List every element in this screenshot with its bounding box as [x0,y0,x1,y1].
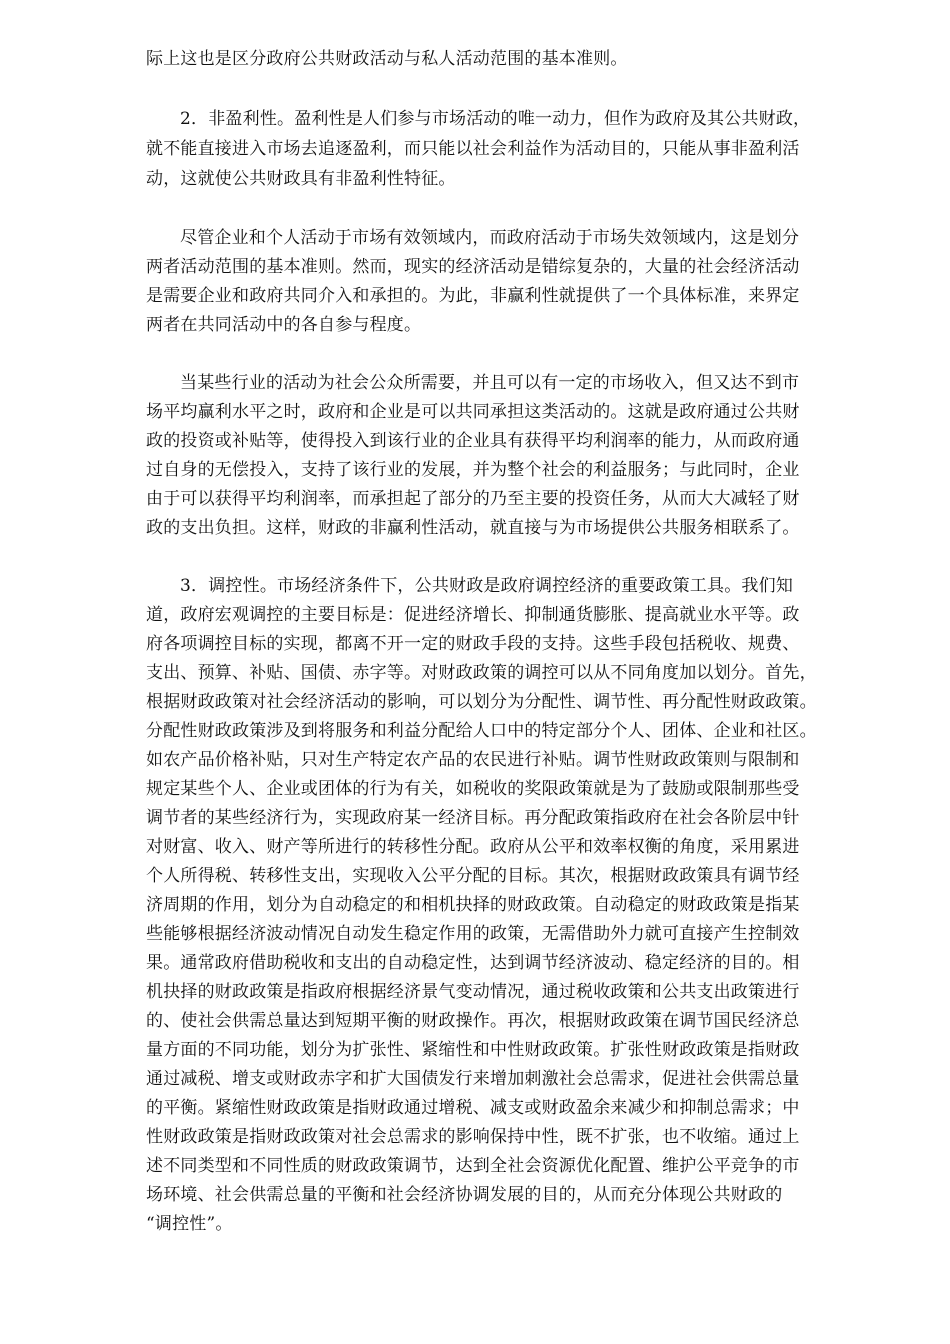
paragraph-line: 调节者的某些经济行为，实现政府某一经济目标。再分配政策指政府在社会各阶层中针 [146,808,800,828]
paragraph-line: 机抉择的财政政策是指政府根据经济景气变动情况，通过税收政策和公共支出政策进行 [146,982,800,1002]
paragraph-line: 如农产品价格补贴，只对生产特定农产品的农民进行补贴。调节性财政政策则与限制和 [146,750,800,770]
paragraph-line: 政的投资或补贴等，使得投入到该行业的企业具有获得平均利润率的能力，从而政府通 [146,431,800,451]
paragraph-line: 性财政政策是指财政政策对社会总需求的影响保持中性，既不扩张，也不收缩。通过上 [146,1127,800,1147]
paragraph-line: 动，这就使公共财政具有非盈利性特征。 [146,169,456,189]
paragraph-line: 通过减税、增支或财政赤字和扩大国债发行来增加刺激社会总需求，促进社会供需总量 [146,1069,800,1089]
paragraph-line: 对财富、收入、财产等所进行的转移性分配。政府从公平和效率权衡的角度，采用累进 [146,837,800,857]
paragraph-line: 述不同类型和不同性质的财政政策调节，达到全社会资源优化配置、维护公平竞争的市 [146,1156,800,1176]
paragraph-line: 济周期的作用，划分为自动稳定的和相机抉择的财政政策。自动稳定的财政政策是指某 [146,895,800,915]
paragraph-line: 些能够根据经济波动情况自动发生稳定作用的政策，无需借助外力就可直接产生控制效 [146,924,800,944]
paragraph-line: 个人所得税、转移性支出，实现收入公平分配的目标。其次，根据财政政策具有调节经 [146,866,800,886]
paragraph-line: 规定某些个人、企业或团体的行为有关，如税收的奖限政策就是为了鼓励或限制那些受 [146,779,800,799]
paragraph-line: 两者活动范围的基本准则。然而，现实的经济活动是错综复杂的，大量的社会经济活动 [146,257,800,277]
paragraph-line: 场环境、社会供需总量的平衡和社会经济协调发展的目的，从而充分体现公共财政的 [146,1185,783,1205]
paragraph-line: “调控性”。 [146,1214,233,1234]
paragraph-line: 量方面的不同功能，划分为扩张性、紧缩性和中性财政政策。扩张性财政政策是指财政 [146,1040,800,1060]
paragraph-line: 果。通常政府借助税收和支出的自动稳定性，达到调节经济波动、稳定经济的目的。相 [146,953,800,973]
paragraph-line: 过自身的无偿投入，支持了该行业的发展，并为整个社会的利益服务；与此同时，企业 [146,460,800,480]
paragraph-line: 际上这也是区分政府公共财政活动与私人活动范围的基本准则。 [146,49,628,69]
paragraph-line: 府各项调控目标的实现，都离不开一定的财政手段的支持。这些手段包括税收、规费、 [146,634,800,654]
paragraph-line: 2．非盈利性。盈利性是人们参与市场活动的唯一动力，但作为政府及其公共财政， [180,109,811,129]
paragraph-line: 由于可以获得平均利润率，而承担起了部分的乃至主要的投资任务，从而大大减轻了财 [146,489,800,509]
paragraph-line: 是需要企业和政府共同介入和承担的。为此，非赢利性就提供了一个具体标准，来界定 [146,286,800,306]
paragraph-line: 分配性财政政策涉及到将服务和利益分配给人口中的特定部分个人、团体、企业和社区。 [146,721,817,741]
paragraph-line: 道，政府宏观调控的主要目标是：促进经济增长、抑制通货膨胀、提高就业水平等。政 [146,605,800,625]
paragraph-line: 根据财政政策对社会经济活动的影响，可以划分为分配性、调节性、再分配性财政政策。 [146,692,817,712]
paragraph-line: 场平均赢利水平之时，政府和企业是可以共同承担这类活动的。这就是政府通过公共财 [146,402,800,422]
paragraph-line: 两者在共同活动中的各自参与程度。 [146,315,422,335]
paragraph-line: 当某些行业的活动为社会公众所需要，并且可以有一定的市场收入，但又达不到市 [180,373,800,393]
paragraph-line: 3．调控性。市场经济条件下，公共财政是政府调控经济的重要政策工具。我们知 [180,576,794,596]
paragraph-line: 政的支出负担。这样，财政的非赢利性活动，就直接与为市场提供公共服务相联系了。 [146,518,800,538]
paragraph-line: 支出、预算、补贴、国债、赤字等。对财政政策的调控可以从不同角度加以划分。首先， [146,663,817,683]
paragraph-line: 尽管企业和个人活动于市场有效领域内，而政府活动于市场失效领域内，这是划分 [180,228,800,248]
paragraph-line: 的、使社会供需总量达到短期平衡的财政操作。再次，根据财政政策在调节国民经济总 [146,1011,800,1031]
paragraph-line: 就不能直接进入市场去追逐盈利，而只能以社会利益作为活动目的，只能从事非盈利活 [146,139,800,159]
paragraph-line: 的平衡。紧缩性财政政策是指财政通过增税、减支或财政盈余来减少和抑制总需求；中 [146,1098,800,1118]
